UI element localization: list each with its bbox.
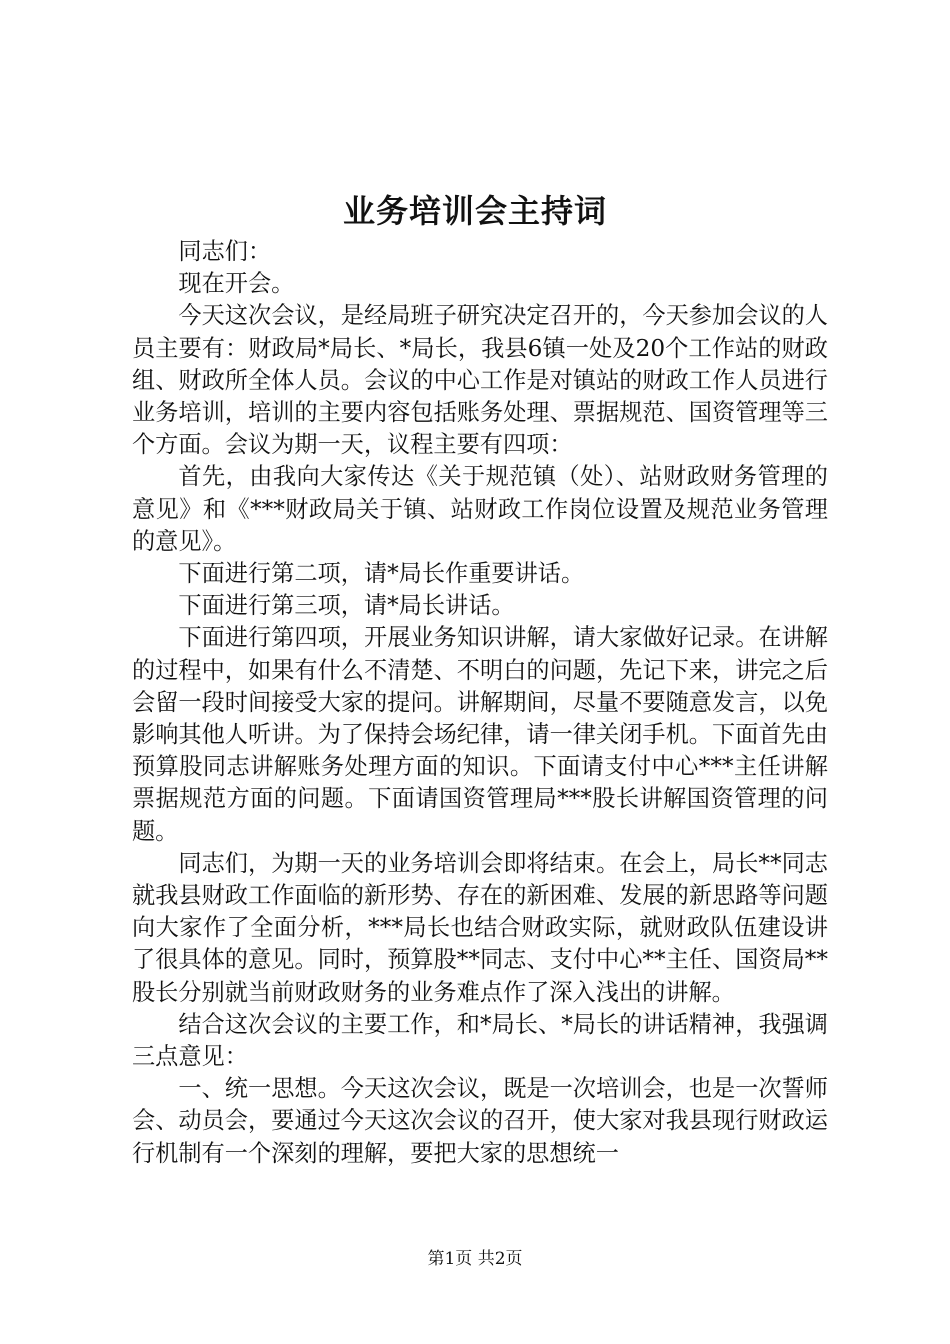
page-footer: 第1页 共2页: [427, 1249, 523, 1269]
document-body: [132, 236, 828, 1170]
document-title: 业务培训会主持词: [342, 192, 607, 230]
paragraph-agenda-fourth: 下面进行第四项，开展业务知识讲解，请大家做好记录。在讲解的过程中，如果有什么不清楚、不明白的问题，先记下来，讲完之后会留一段时间接受大家的提问。讲解期间，尽量不要随意发言，以免影响其他人听讲。为了保持会场纪律，请一律关闭手机。下面首先由预算股同志讲解账务处理方面的知识。下面请支付中心***主任讲解票据规范方面的问题。下面请国资管理局***股长讲解国资管理的问题。: [132, 624, 828, 845]
paragraph-three-points: 结合这次会议的主要工作，和*局长、*局长的讲话精神，我强调三点意见：: [132, 1010, 828, 1071]
paragraph-point-one: 一、统一思想。今天这次会议，既是一次培训会，也是一次誓师会、动员会，要通过今天这次会议的召开，使大家对我县现行财政运行机制有一个深刻的理解，要把大家的思想统一: [132, 1075, 828, 1167]
paragraph-meeting-intro: 今天这次会议，是经局班子研究决定召开的，今天参加会议的人员主要有：财政局*局长、*局长，我县6镇一处及20个工作站的财政组、财政所全体人员。会议的中心工作是对镇站的财政工作人员进行业务培训，培训的主要内容包括账务处理、票据规范、国资管理等三个方面。会议为期一天，议程主要有四项：: [132, 302, 828, 459]
paragraph-agenda-third: 下面进行第三项，请*局长讲话。: [178, 592, 515, 620]
paragraph-summary: 同志们，为期一天的业务培训会即将结束。在会上，局长**同志就我县财政工作面临的新形势、存在的新困难、发展的新思路等问题向大家作了全面分析，***局长也结合财政实际，就财政队伍建设讲了很具体的意见。同时，预算股**同志、支付中心**主任、国资局**股长分别就当前财政财务的业务难点作了深入浅出的讲解。: [132, 849, 828, 1006]
paragraph-greeting: 同志们：: [178, 238, 272, 265]
paragraph-agenda-second: 下面进行第二项，请*局长作重要讲话。: [178, 560, 585, 588]
paragraph-opening: 现在开会。: [178, 270, 295, 298]
paragraph-agenda-first: 首先，由我向大家传达《关于规范镇（处）、站财政财务管理的意见》和《***财政局关于镇、站财政工作岗位设置及规范业务管理的意见》。: [132, 463, 828, 555]
